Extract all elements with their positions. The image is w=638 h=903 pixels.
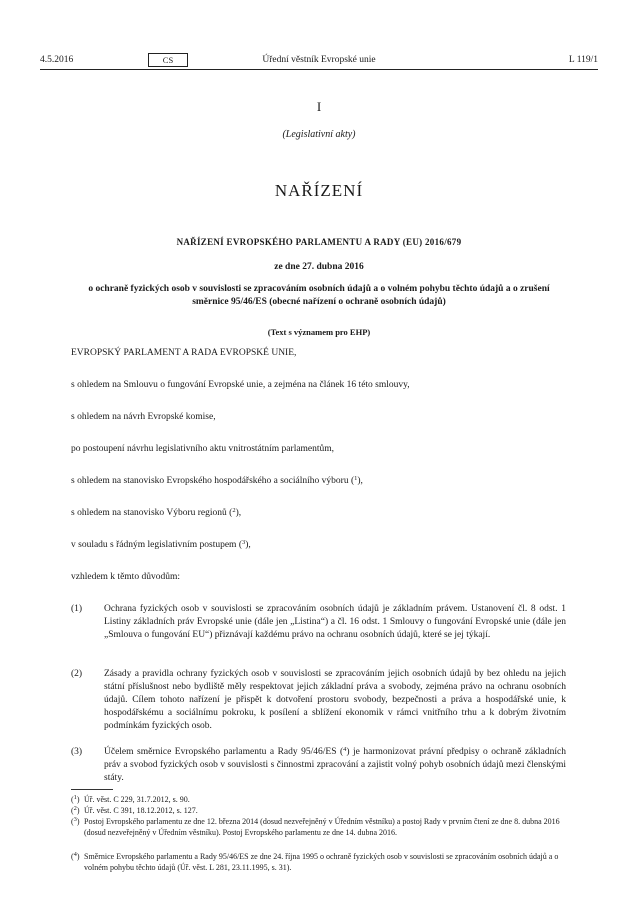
footnote-ref[interactable]: 3 [241, 539, 246, 546]
preamble-line [71, 379, 566, 392]
footnote-marker: ($^3$) [71, 816, 80, 826]
footnote-text: Úř. věst. C 229, 31.7.2012, s. 90. [84, 795, 190, 804]
footnote-marker: ($^1$) [71, 794, 80, 804]
preamble-line [71, 443, 566, 456]
preamble-text-end: ), [235, 508, 242, 518]
recital-body: Zásady a pravidla ochrany fyzických osob v souvislosti se zpracováním jejich osobních údajů by bez ohledu na jejich státní příslušnost nebo bydliště měly respektovat jejich základní práva a svobody, zejména právo na ochranu osobních údajů. Cílem tohoto nařízení je přispět k dotvoření prostoru svobody, bezpečnosti a práva a hospodářské unie, k hospodářskému a sociálnímu pokroku, k posílení a sblížení ekonomik v rámci vnitřního trhu a k dobrým životním podmínkám fyzických osob. [104, 669, 566, 731]
footnote-ref[interactable]: 4 [343, 746, 347, 753]
footnote-text: Směrnice Evropského parlamentu a Rady 95/46/ES ze dne 24. října 1995 o ochraně fyzických osob v souvislosti se zpracováním osobních údajů a o volném pohybu těchto údajů (Úř. věst. L 281, 23.11.1995, s. 31). [84, 852, 559, 872]
footnote-ref[interactable]: 1 [354, 475, 358, 482]
publication-date: 4.5.2016 [40, 55, 74, 65]
preamble-text-end: ), [357, 476, 363, 486]
preamble-text: s ohledem na stanovisko Evropského hospodářského a sociálního výboru ( [71, 476, 355, 486]
footnote-text: Úř. věst. C 391, 18.12.2012, s. 127. [84, 806, 198, 815]
recital-number: (1) [71, 604, 83, 614]
recital-text [104, 603, 566, 642]
document-kind-heading: NAŘÍZENÍ [274, 181, 364, 200]
footnote-marker: ($^4$) [71, 851, 80, 861]
regulation-subject: o ochraně fyzických osob v souvislosti se zpracováním osobních údajů a o volném pohybu těchto údajů a o zrušení směrnice 95/46/ES (obecné nařízení o ochraně osobních údajů) [88, 284, 550, 307]
footnote-marker: ($^2$) [71, 805, 80, 815]
recital-body: Ochrana fyzických osob v souvislosti se zpracováním osobních údajů je základním právem. Ustanovení čl. 8 odst. 1 Listiny základních práv Evropské unie (dále jen „Listina“) a čl. 16 odst. 1 Smlouvy o fungování Evropské unie (dále jen „Smlouva o fungování EU“) přiznávají každému právo na ochranu osobních údajů, které se jej týkají. [104, 604, 566, 640]
recital-body-end: ) je harmonizovat právní předpisy o ochraně základních práv a svobod fyzických osob v souvislosti s činnostmi zpracování a zajistit volný pohyb osobních údajů mezi členskými státy. [104, 747, 566, 783]
recital-text [104, 668, 566, 733]
header-divider [40, 69, 598, 70]
preamble-line [71, 571, 566, 584]
preamble-line [71, 475, 566, 488]
preamble-text: vzhledem k těmto důvodům: [71, 572, 180, 582]
recital-number: (3) [71, 747, 83, 757]
preamble-line [71, 507, 566, 520]
footnote-ref[interactable]: 2 [232, 507, 236, 514]
preamble-line [71, 539, 566, 552]
preamble-text-end: ), [245, 540, 251, 550]
page-reference: L 119/1 [568, 55, 598, 65]
eea-relevance-note: (Text s významem pro EHP) [267, 327, 371, 337]
page-header [40, 53, 598, 67]
footnote-divider [71, 789, 113, 790]
recital-body: Účelem směrnice Evropského parlamentu a Rady 95/46/ES ( [104, 747, 344, 757]
recital-number: (2) [71, 669, 83, 679]
regulation-title: NAŘÍZENÍ EVROPSKÉHO PARLAMENTU A RADY (EU) 2016/679 [176, 237, 462, 247]
preamble-text: v souladu s řádným legislativním postupem ( [71, 540, 242, 550]
preamble-text: EVROPSKÝ PARLAMENT A RADA EVROPSKÉ UNIE, [71, 348, 297, 358]
preamble-text: po postoupení návrhu legislativního aktu vnitrostátním parlamentům, [71, 444, 335, 454]
language-badge: CS [148, 53, 188, 67]
section-title: (Legislativní akty) [282, 129, 356, 140]
preamble-text: s ohledem na Smlouvu o fungování Evropské unie, a zejména na článek 16 této smlouvy, [71, 380, 410, 390]
preamble-text: s ohledem na návrh Evropské komise, [71, 412, 216, 422]
regulation-date: ze dne 27. dubna 2016 [274, 262, 364, 272]
preamble-line [71, 347, 566, 360]
footnote-text: Postoj Evropského parlamentu ze dne 12. března 2014 (dosud nezveřejněný v Úředním věstníku) a postoj Rady v prvním čtení ze dne 8. dubna 2016 (dosud nezveřejněný v Úředním věstníku). Postoj Evropského parlamentu ze dne 14. dubna 2016. [84, 817, 560, 837]
preamble-line [71, 411, 566, 424]
journal-title: Úřední věstník Evropské unie [262, 55, 376, 65]
recital-text [104, 746, 566, 785]
preamble-text: s ohledem na stanovisko Výboru regionů ( [71, 508, 233, 518]
section-number: I [316, 99, 322, 114]
